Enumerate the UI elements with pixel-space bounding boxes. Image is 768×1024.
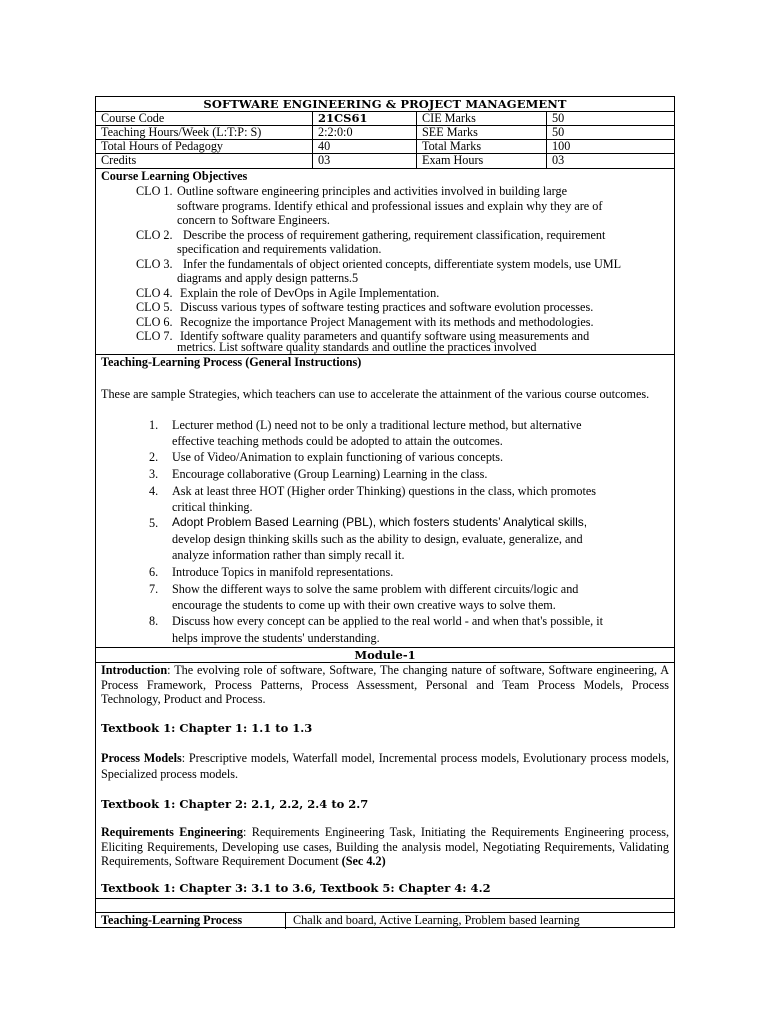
teaching-hours-label: Teaching Hours/Week (L:T:P: S)	[101, 125, 262, 139]
exam-hours-label: Exam Hours	[422, 153, 484, 167]
total-marks-value: 100	[552, 139, 571, 153]
tlp-text: encourage the students to come up with their own creative ways to solve them.	[172, 598, 556, 612]
course-code-label: Course Code	[101, 111, 165, 125]
pedagogy-hours-label: Total Hours of Pedagogy	[101, 139, 224, 153]
tlp-number: 2.	[149, 450, 159, 464]
course-title: SOFTWARE ENGINEERING & PROJECT MANAGEMENT	[203, 97, 567, 111]
credits-label: Credits	[101, 153, 137, 167]
requirements-engineering: Requirements Engineering: Requirements Engineering Task, Initiating the Requirements Engineering process, Eliciting Requirements, Developing use cases, Building the analysis model, Negotiating Requirements, Validating Requirements, Software Requirement Document (Sec 4.2)	[101, 825, 670, 868]
tlp-number: 4.	[149, 484, 159, 498]
cie-marks-value: 50	[552, 111, 565, 125]
textbook-ref: Textbook 1: Chapter 3: 3.1 to 3.6, Textbook 5: Chapter 4: 4.2	[101, 881, 491, 895]
clo-number: CLO 2.	[136, 227, 173, 242]
tlp-number: 5.	[149, 516, 159, 530]
rule	[96, 898, 674, 899]
clo-text: Infer the fundamentals of object oriented concepts, differentiate system models, use UML	[183, 256, 622, 271]
clo-number: CLO 5.	[136, 300, 173, 314]
rule	[416, 111, 417, 168]
textbook-ref: Textbook 1: Chapter 1: 1.1 to 1.3	[101, 721, 313, 735]
rule	[285, 912, 286, 929]
tlp-text: Show the different ways to solve the same problem with different circuits/logic and	[172, 582, 579, 596]
clo-text: specification and requirements validation.	[177, 242, 382, 256]
rule	[312, 111, 313, 168]
tlp-number: 7.	[149, 582, 159, 596]
see-marks-value: 50	[552, 125, 565, 139]
tlp-text: Ask at least three HOT (Higher order Thinking) questions in the class, which promotes	[172, 484, 596, 498]
tlp-heading: Teaching-Learning Process (General Instructions)	[101, 355, 362, 369]
clo-number: CLO 6.	[136, 314, 173, 329]
tlp-number: 1.	[149, 418, 159, 432]
teaching-hours-value: 2:2:0:0	[318, 125, 353, 139]
tlp-text: effective teaching methods could be adopted to attain the outcomes.	[172, 434, 503, 448]
module-title: Module-1	[354, 648, 416, 662]
credits-value: 03	[318, 153, 331, 167]
tlp-number: 8.	[149, 614, 159, 628]
tlp-text: Adopt Problem Based Learning (PBL), which fosters students’ Analytical skills,	[172, 515, 588, 529]
rule	[96, 153, 674, 154]
tlp-number: 6.	[149, 565, 159, 579]
tlp-text: Discuss how every concept can be applied to the real world - and when that's possible, it	[172, 614, 604, 628]
pedagogy-hours-value: 40	[318, 139, 331, 153]
tlp-text: Introduce Topics in manifold representations.	[172, 565, 394, 579]
clo-text: Recognize the importance Project Management with its methods and methodologies.	[180, 314, 594, 329]
tlp-number: 3.	[149, 467, 159, 481]
clo-number: CLO 1.	[136, 184, 173, 198]
exam-hours-value: 03	[552, 153, 565, 167]
cie-marks-label: CIE Marks	[422, 111, 476, 125]
syllabus-table	[95, 96, 675, 928]
clo-heading: Course Learning Objectives	[101, 169, 248, 183]
clo-text: software programs. Identify ethical and professional issues and explain why they are of	[177, 198, 603, 213]
tlp-footer-label: Teaching-Learning Process	[101, 913, 243, 927]
clo-text: Identify software quality parameters and quantify software using measurements and	[180, 329, 590, 343]
total-marks-label: Total Marks	[422, 139, 482, 153]
tlp-text: helps improve the students' understanding.	[172, 631, 380, 645]
tlp-footer-value: Chalk and board, Active Learning, Problem based learning	[293, 913, 580, 927]
tlp-text: analyze information rather than simply recall it.	[172, 548, 405, 562]
clo-text: diagrams and apply design patterns.5	[177, 271, 359, 285]
tlp-intro: These are sample Strategies, which teachers can use to accelerate the attainment of the various course outcomes.	[101, 387, 650, 401]
process-models: Process Models: Prescriptive models, Waterfall model, Incremental process models, Evolutionary process models, Specialized process models.	[101, 751, 669, 781]
tlp-text: Encourage collaborative (Group Learning) Learning in the class.	[172, 467, 488, 481]
rule	[96, 111, 674, 112]
rule	[546, 111, 547, 168]
tlp-text: Lecturer method (L) need not to be only a traditional lecture method, but alternative	[172, 418, 582, 432]
tlp-text: Use of Video/Animation to explain functioning of various concepts.	[172, 450, 504, 464]
clo-text: Explain the role of DevOps in Agile Implementation.	[180, 285, 440, 300]
module-intro: Introduction: The evolving role of software, Software, The changing nature of software, Software engineering, A Process Framework, Process Patterns, Process Assessment, Personal and Team Process Models, Process Technology, Product and Process.	[101, 663, 669, 706]
clo-number: CLO 3.	[136, 256, 173, 271]
clo-text: metrics. List software quality standards and outline the practices involved	[177, 340, 537, 354]
clo-text: concern to Software Engineers.	[177, 213, 330, 227]
clo-text: Describe the process of requirement gathering, requirement classification, requirement	[183, 227, 606, 242]
clo-number: CLO 4.	[136, 285, 173, 300]
tlp-text: develop design thinking skills such as the ability to design, evaluate, generalize, and	[172, 532, 583, 546]
clo-number: CLO 7.	[136, 329, 173, 343]
textbook-ref: Textbook 1: Chapter 2: 2.1, 2.2, 2.4 to 2.7	[101, 797, 369, 811]
clo-text: Discuss various types of software testing practices and software evolution processes.	[180, 300, 594, 314]
see-marks-label: SEE Marks	[422, 125, 478, 139]
tlp-text: critical thinking.	[172, 500, 253, 514]
clo-text: Outline software engineering principles and activities involved in building large	[177, 184, 568, 198]
course-code-value: 21CS61	[318, 111, 368, 125]
